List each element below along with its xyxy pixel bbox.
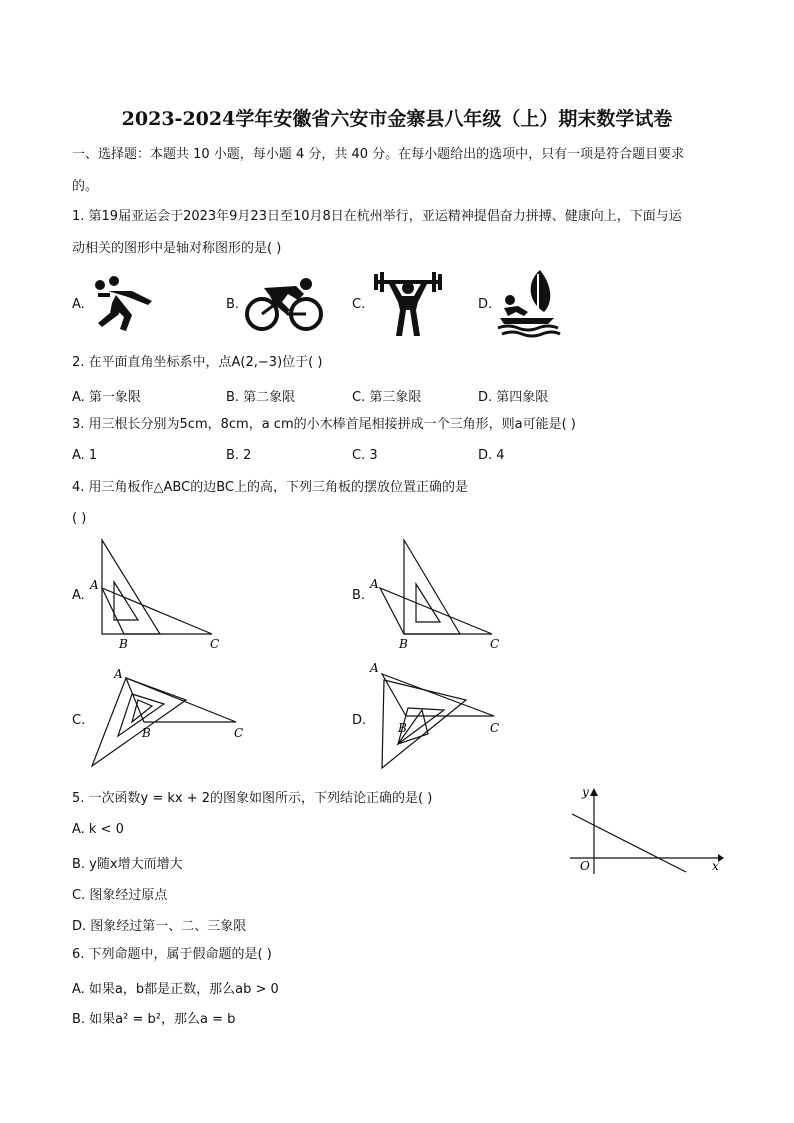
sailing-icon — [494, 268, 564, 336]
q5-stem: 5. 一次函数y = kx + 2的图象如图所示，下列结论正确的是( ) — [72, 791, 433, 806]
label-c: C — [490, 721, 500, 735]
q3-stem: 3. 用三根长分别为5cm，8cm，a cm的小木棒首尾相接拼成一个三角形，则a可能是( ) — [72, 417, 576, 432]
q4-figure-a — [88, 536, 238, 656]
q5-option-d[interactable]: D. 图象经过第一、二、三象限 — [72, 919, 247, 934]
q4-option-b[interactable]: B. — [352, 588, 366, 603]
y-axis-label: y — [582, 785, 589, 799]
q5-option-a[interactable]: A. k < 0 — [72, 822, 124, 837]
page-title: 2023-2024学年安徽省六安市金寨县八年级（上）期末数学试卷 — [121, 108, 673, 130]
q1-option-a[interactable]: A. — [72, 297, 85, 312]
q4-paren: ( ) — [72, 511, 87, 526]
q4-option-a[interactable]: A. — [72, 588, 85, 603]
q1-option-d[interactable]: D. — [478, 297, 493, 312]
section-header-line2: 的。 — [72, 179, 99, 194]
q6-stem: 6. 下列命题中，属于假命题的是( ) — [72, 947, 272, 962]
label-b: B — [398, 721, 407, 735]
label-c: C — [490, 637, 500, 651]
origin-label: O — [580, 859, 590, 873]
q6-option-b[interactable]: B. 如果a² = b²，那么a = b — [72, 1012, 236, 1027]
q1-option-b[interactable]: B. — [226, 297, 240, 312]
label-a: A — [370, 577, 379, 591]
x-axis-label: x — [712, 859, 719, 873]
q4-option-c[interactable]: C. — [72, 713, 86, 728]
label-b: B — [399, 637, 408, 651]
q4-figure-b — [368, 536, 518, 656]
q5-option-b[interactable]: B. y随x增大而增大 — [72, 857, 183, 872]
section-header-line1: 一、选择题：本题共 10 小题，每小题 4 分，共 40 分。在每小题给出的选项中，只有一项是符合题目要求 — [72, 147, 685, 162]
q3-option-a[interactable]: A. 1 — [72, 448, 98, 463]
q1-stem-line2: 动相关的图形中是轴对称图形的是( ) — [72, 241, 282, 256]
q5-graph — [566, 784, 726, 876]
q1-option-c[interactable]: C. — [352, 297, 366, 312]
label-c: C — [210, 637, 220, 651]
q3-option-b[interactable]: B. 2 — [226, 448, 252, 463]
q2-stem: 2. 在平面直角坐标系中，点A(2,−3)位于( ) — [72, 355, 323, 370]
q4-figure-c — [88, 664, 248, 774]
q3-option-d[interactable]: D. 4 — [478, 448, 505, 463]
q2-option-a[interactable]: A. 第一象限 — [72, 390, 141, 405]
q2-option-d[interactable]: D. 第四象限 — [478, 390, 549, 405]
volleyball-player-icon — [88, 275, 160, 335]
q3-option-c[interactable]: C. 3 — [352, 448, 378, 463]
q4-figure-d — [368, 660, 518, 776]
label-c: C — [234, 726, 244, 740]
label-a: A — [114, 667, 123, 681]
label-b: B — [142, 726, 151, 740]
q2-option-c[interactable]: C. 第三象限 — [352, 390, 422, 405]
q5-option-c[interactable]: C. 图象经过原点 — [72, 888, 168, 903]
label-a: A — [370, 661, 379, 675]
cyclist-icon — [244, 276, 324, 332]
weightlifter-icon — [372, 270, 444, 338]
q1-stem-line1: 1. 第19届亚运会于2023年9月23日至10月8日在杭州举行，亚运精神提倡奋力拼搏、健康向上，下面与运 — [72, 209, 682, 224]
label-b: B — [119, 637, 128, 651]
q4-option-d[interactable]: D. — [352, 713, 367, 728]
q2-option-b[interactable]: B. 第二象限 — [226, 390, 296, 405]
label-a: A — [90, 578, 99, 592]
q6-option-a[interactable]: A. 如果a，b都是正数，那么ab > 0 — [72, 982, 279, 997]
q4-stem: 4. 用三角板作△ABC的边BC上的高，下列三角板的摆放位置正确的是 — [72, 480, 468, 495]
